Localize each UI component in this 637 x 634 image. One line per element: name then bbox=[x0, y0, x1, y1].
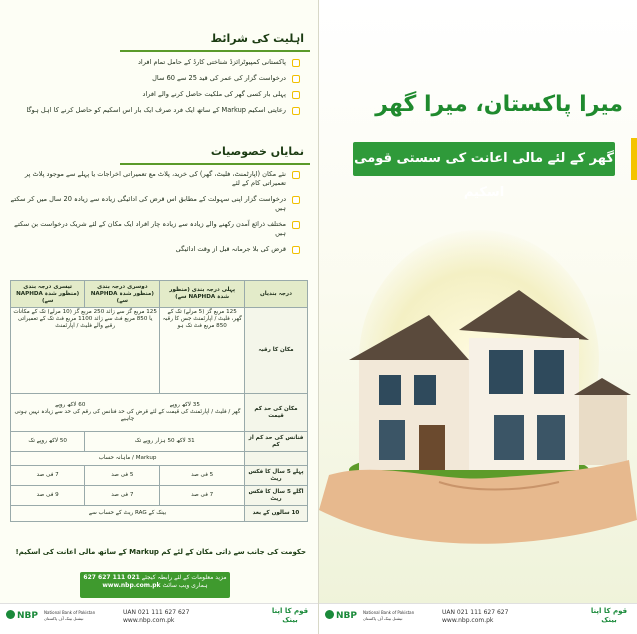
footer-contact bbox=[442, 609, 508, 625]
contact-info-box bbox=[80, 572, 230, 598]
window bbox=[534, 350, 564, 394]
table-cell: 125 مربع گز سے زائد 250 مربع گز (10 مرلے) تک کے مکانات یا 850 مربع فٹ سے زائد 1100 مربع فٹ تک کے تعمیراتی رقبے والے فلیٹ / اپارٹمنٹ bbox=[11, 308, 160, 394]
slogan-line2: بینک bbox=[282, 616, 298, 624]
eligibility-heading bbox=[120, 30, 310, 52]
table-cell: 5 فی صد bbox=[160, 466, 245, 486]
features-title: نمایاں خصوصیات bbox=[210, 145, 304, 158]
list-item: مختلف ذرائع آمدن رکھنے والے زیادہ سے زیادہ چار افراد ایک مکان کے لئے شریک درخواست بن سکتے ہیں bbox=[10, 220, 300, 238]
contact-website[interactable]: www.nbp.com.pk bbox=[102, 582, 161, 589]
garage bbox=[579, 395, 627, 465]
brand-name: NBP bbox=[17, 611, 38, 621]
row-label: پہلے 5 سال کا فکس ریٹ bbox=[245, 466, 308, 486]
features-list bbox=[10, 170, 300, 261]
table-cell: 5 فی صد bbox=[85, 466, 160, 486]
row-label: اگلے 5 سال کا فکس ریٹ bbox=[245, 486, 308, 506]
campaign-title: میرا پاکستان، میرا گھر bbox=[375, 92, 623, 117]
eligibility-list bbox=[10, 58, 300, 122]
slogan-line1: قوم کا اپنا bbox=[271, 607, 309, 615]
table-cell: بینک کے RAG ریٹ کے حساب سے bbox=[11, 506, 245, 522]
list-item: نئے مکان (اپارٹمنٹ، فلیٹ، گھر) کی خرید، پلاٹ مع تعمیراتی اخراجات یا پہلے سے موجود پلاٹ پر تعمیراتی کام کے لئے bbox=[10, 170, 300, 188]
garage-roof bbox=[574, 378, 631, 395]
cell-note: گھر / فلیٹ / اپارٹمنٹ کی قیمت کے لئے قرض کی حد فنانس کی رقم کی حد سے زیادہ نہیں ہونی چاہیے bbox=[14, 409, 241, 422]
closing-statement: حکومت کی جانب سے ذاتی مکان کے لئے کم Markup کے ساتھ مالی اعانت کی اسکیم! bbox=[15, 548, 306, 556]
bank-name-en: National Bank of Pakistan bbox=[363, 610, 415, 615]
table-header: دوسری درجہ بندی (منظور شدہ NAPHDA سے) bbox=[85, 281, 160, 308]
bank-name bbox=[44, 610, 104, 622]
bank-slogan bbox=[587, 607, 631, 631]
list-item: درخواست گزار اپنی سہولت کے مطابق اس قرض کی ادائیگی زیادہ سے زیادہ 20 سال میں کر سکتے ہیں bbox=[10, 195, 300, 213]
row-label: مکان کا رقبہ bbox=[245, 308, 308, 394]
table-cell: 7 فی صد bbox=[11, 466, 85, 486]
footer-contact bbox=[123, 609, 189, 625]
table-cell: Markup / ماہانہ حساب bbox=[11, 452, 245, 466]
house-roof-left bbox=[349, 315, 469, 360]
table-row bbox=[11, 394, 308, 432]
bank-name bbox=[363, 610, 423, 622]
row-label bbox=[245, 452, 308, 466]
bank-name-ur: نیشنل بینک آف پاکستان bbox=[363, 616, 403, 621]
window bbox=[494, 415, 524, 460]
eligibility-title: اہلیت کی شرائط bbox=[210, 32, 304, 45]
table-cell: 9 فی صد bbox=[11, 486, 85, 506]
table-cell: 50 لاکھ روپے تک bbox=[11, 432, 85, 452]
features-heading bbox=[120, 143, 310, 165]
table-row bbox=[11, 466, 308, 486]
bank-slogan bbox=[268, 607, 312, 631]
slogan-line1: قوم کا اپنا bbox=[590, 607, 628, 615]
row-label: 10 سالوں کے بعد bbox=[245, 506, 308, 522]
table-cell: 31 لاکھ 50 ہزار روپے تک bbox=[85, 432, 245, 452]
bank-name-ur: نیشنل بینک آف پاکستان bbox=[44, 616, 84, 621]
nbp-logo-icon bbox=[6, 610, 15, 619]
right-panel bbox=[319, 0, 637, 634]
table-row bbox=[11, 506, 308, 522]
contact-info-label: مزید معلومات کے لئے رابطہ کیجئے bbox=[141, 574, 227, 581]
table-row bbox=[11, 308, 308, 394]
window bbox=[489, 350, 523, 394]
bank-name-en: National Bank of Pakistan bbox=[44, 610, 96, 615]
left-footer bbox=[0, 603, 318, 634]
list-item: رعایتی اسکیم Markup کے ساتھ ایک فرد صرف ایک بار اس اسکیم کو حاصل کرنے کا اہل ہوگا bbox=[10, 106, 300, 115]
house-roof-right bbox=[459, 290, 589, 340]
house-in-hands-illustration bbox=[319, 220, 637, 600]
financing-tiers-table bbox=[10, 280, 308, 522]
table-row bbox=[11, 432, 308, 452]
table-header: تیسری درجہ بندی (منظور شدہ NAPHDA سے) bbox=[11, 281, 85, 308]
window bbox=[379, 420, 405, 460]
list-item: پہلی بار کسی گھر کی ملکیت حاصل کرنے والے افراد bbox=[10, 90, 300, 99]
row-label: فنانس کی حد کم از کم bbox=[245, 432, 308, 452]
table-cell: 7 فی صد bbox=[85, 486, 160, 506]
cell-value: 60 لاکھ روپے bbox=[55, 402, 86, 408]
nbp-logo-icon bbox=[325, 610, 334, 619]
contact-website-label: ہماری ویب سائٹ bbox=[162, 582, 208, 589]
nbp-logo bbox=[6, 610, 44, 626]
door bbox=[419, 425, 445, 470]
row-label: مکان کی حد کم قیمت bbox=[245, 394, 308, 432]
table-cell: 125 مربع گز (5 مرلے) تک کے گھر، فلیٹ / اپارٹمنٹ جس کا رقبہ 850 مربع فٹ تک ہو bbox=[160, 308, 245, 394]
cell-value: 35 لاکھ روپے bbox=[169, 402, 200, 408]
footer-website[interactable]: www.nbp.com.pk bbox=[442, 617, 494, 624]
slogan-line2: بینک bbox=[601, 616, 617, 624]
list-item: پاکستانی کمپیوٹرائزڈ شناختی کارڈ کے حامل تمام افراد bbox=[10, 58, 300, 67]
footer-uan: UAN 021 111 627 627 bbox=[442, 609, 509, 616]
list-item: درخواست گزار کی عمر کی قید 25 سے 60 سال bbox=[10, 74, 300, 83]
nbp-logo bbox=[325, 610, 363, 626]
campaign-subtitle: گھر کے لئے مالی اعانت کی سستی قومی اسکیم bbox=[353, 142, 615, 176]
table-row bbox=[11, 486, 308, 506]
table-header: درجہ بندیاں bbox=[245, 281, 308, 308]
footer-uan: UAN 021 111 627 627 bbox=[123, 609, 190, 616]
list-item: قرض کی بلا جرمانہ قبل از وقت ادائیگی bbox=[10, 245, 300, 254]
table-row bbox=[11, 452, 308, 466]
table-header: پہلی درجہ بندی (منظور شدہ NAPHDA سے) bbox=[160, 281, 245, 308]
window bbox=[537, 415, 565, 460]
right-footer bbox=[319, 603, 637, 634]
accent-bar bbox=[631, 138, 637, 180]
table-cell bbox=[11, 394, 245, 432]
table-header-row bbox=[11, 281, 308, 308]
window bbox=[414, 375, 436, 405]
table-cell: 7 فی صد bbox=[160, 486, 245, 506]
contact-phone: 021 111 627 627 bbox=[83, 574, 140, 581]
footer-website[interactable]: www.nbp.com.pk bbox=[123, 617, 175, 624]
window bbox=[379, 375, 401, 405]
brand-name: NBP bbox=[336, 611, 357, 621]
